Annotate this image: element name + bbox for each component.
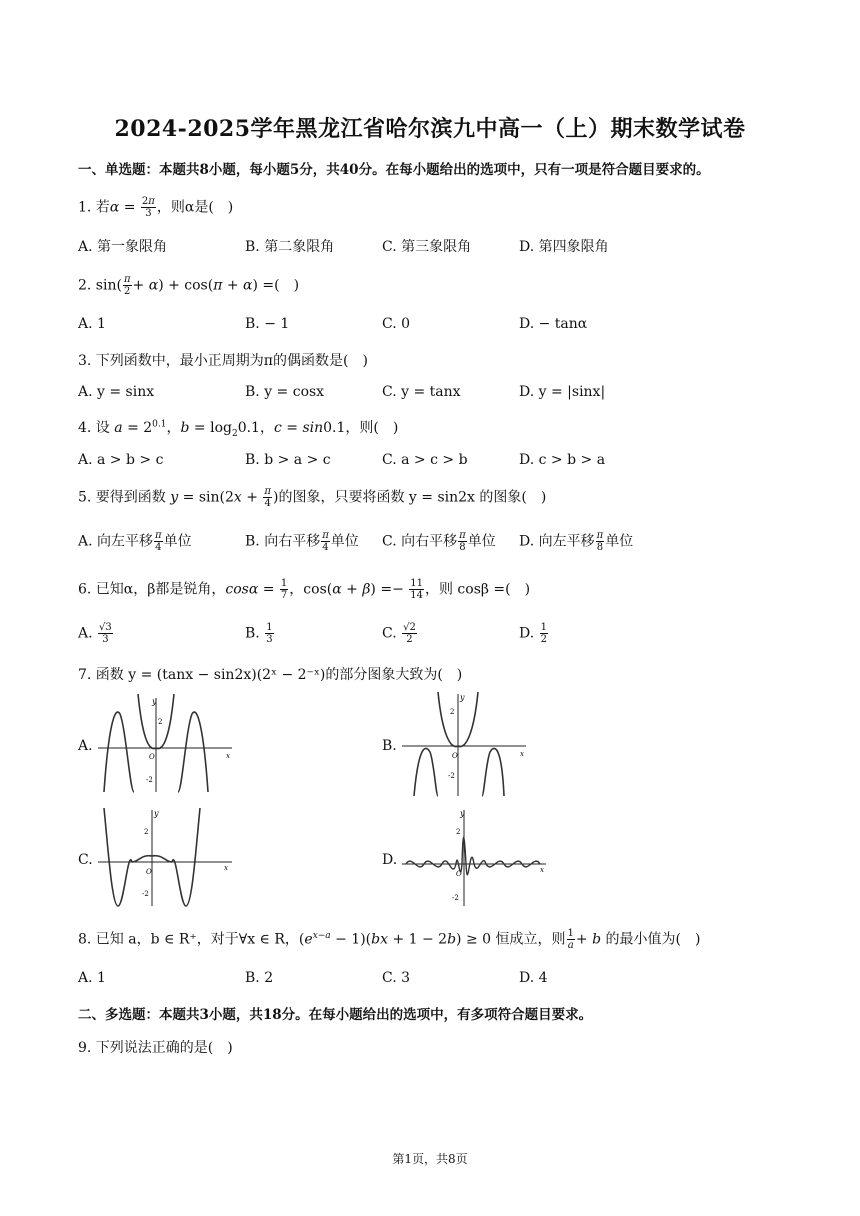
q1-option-d[interactable]: D. 第四象限角 — [519, 239, 609, 255]
question-8-prefix: 8. 已知 a，b ∈ R⁺，对于∀x ∈ R， — [78, 931, 299, 948]
question-1-suffix: ，则α是( ) — [156, 199, 234, 216]
q1-option-b[interactable]: B. 第二象限角 — [245, 239, 335, 255]
q1-option-a[interactable]: A. 第一象限角 — [78, 239, 168, 255]
q6-option-d[interactable]: D. $\frac{1}{2}$ — [519, 622, 548, 645]
question-5: 5. 要得到函数 y = sin(2x + $\frac{\pi}{4}$ )的图象，只要将函数 y = sin2x 的图象( ) — [78, 486, 547, 509]
q3-option-b[interactable]: B. y = cosx — [245, 384, 325, 400]
q3-option-c[interactable]: C. y = tanx — [382, 384, 461, 400]
question-8-mid: 恒成立，则 — [495, 931, 566, 948]
svg-text:x: x — [226, 752, 230, 760]
q5-option-a[interactable]: A. 向左平移 $\frac{\pi}{4}$ 单位 — [78, 530, 192, 553]
q5-option-d-text: D. 向左平移 — [519, 533, 595, 550]
question-8-suffix: 的最小值为( ) — [605, 931, 701, 948]
svg-text:y: y — [152, 697, 157, 706]
svg-text:-2: -2 — [448, 772, 455, 780]
q5-option-d[interactable]: D. 向左平移 $\frac{\pi}{8}$ 单位 — [519, 530, 634, 553]
svg-text:2: 2 — [456, 828, 461, 836]
section-single-choice-header: 一、单选题：本题共8小题，每小题5分，共40分。在每小题给出的选项中，只有一项是符合题目要求的。 — [78, 162, 710, 178]
q4-option-a[interactable]: A. a > b > c — [78, 452, 164, 468]
q5-option-d-unit: 单位 — [605, 533, 634, 550]
q7-option-c-label[interactable]: C. — [78, 852, 93, 868]
q5-option-c-unit: 单位 — [467, 533, 496, 550]
q6-option-a[interactable]: A. $\frac{√3}{3}$ — [78, 622, 112, 645]
svg-text:x: x — [540, 866, 544, 874]
question-5-suffix: 的图象，只要将函数 y = sin2x 的图象( ) — [278, 489, 547, 506]
question-3: 3. 下列函数中，最小正周期为π的偶函数是( ) — [78, 353, 368, 369]
q8-option-b[interactable]: B. 2 — [245, 970, 274, 986]
section-multiple-choice-header: 二、多选题：本题共3小题，共18分。在每小题给出的选项中，有多项符合题目要求。 — [78, 1007, 593, 1023]
svg-text:O: O — [146, 868, 152, 876]
svg-text:2: 2 — [144, 828, 149, 836]
q7-option-b-label[interactable]: B. — [382, 738, 397, 754]
q4-option-d[interactable]: D. c > b > a — [519, 452, 606, 468]
q5-option-a-unit: 单位 — [163, 533, 192, 550]
question-1: 1. 若α = $\frac{2\pi}{3}$ ，则α是( ) — [78, 196, 234, 219]
q8-option-a[interactable]: A. 1 — [78, 970, 106, 986]
svg-text:2: 2 — [158, 718, 163, 726]
question-7: 7. 函数 y = (tanx − sin2x)(2ˣ − 2⁻ˣ)的部分图象大致为( ) — [78, 667, 463, 683]
page-footer: 第1页，共8页 — [392, 1152, 468, 1166]
svg-text:O: O — [456, 870, 462, 878]
q6-option-b[interactable]: B. $\frac{1}{3}$ — [245, 622, 273, 645]
question-5-prefix: 5. 要得到函数 — [78, 489, 166, 506]
svg-text:y: y — [154, 809, 159, 818]
svg-text:-2: -2 — [142, 890, 149, 898]
q5-option-a-text: A. 向左平移 — [78, 533, 154, 550]
question-8: 8. 已知 a，b ∈ R⁺，对于∀x ∈ R，$(e^{x-a} - 1)(bx + 1 - 2b) \ge 0$ 恒成立，则 $\frac{1}{a}$ + b 的最小值为( ) — [78, 928, 701, 951]
q4-option-c[interactable]: C. a > c > b — [382, 452, 468, 468]
question-4: 4. 设 $a = 2^{0.1}$，$b = \log_20.1$，c = sin0.1，则( ) — [78, 419, 399, 439]
question-2: 2. sin( $\frac{\pi}{2}$ + α) + cos(π + α) =( ) — [78, 274, 300, 297]
q7-graph-c[interactable] — [96, 808, 236, 908]
q7-graph-a[interactable] — [96, 694, 236, 794]
q3-option-d[interactable]: D. y = |sinx| — [519, 384, 606, 400]
svg-text:x: x — [224, 864, 228, 872]
q2-option-c[interactable]: C. 0 — [382, 316, 411, 332]
svg-text:O: O — [149, 753, 155, 761]
q5-option-b-unit: 单位 — [330, 533, 359, 550]
q7-graph-d[interactable] — [400, 808, 550, 908]
q8-option-d[interactable]: D. 4 — [519, 970, 548, 986]
page-title: 2024-2025学年黑龙江省哈尔滨九中高一（上）期末数学试卷 — [114, 116, 746, 142]
q5-option-b[interactable]: B. 向右平移 $\frac{\pi}{4}$ 单位 — [245, 530, 359, 553]
question-6: 6. 已知α，β都是锐角，cosα = $\frac{1}{7}$ ，cos(α + β) =− $\frac{11}{14}$ ，则 cosβ =( ) — [78, 578, 531, 601]
q8-option-c[interactable]: C. 3 — [382, 970, 411, 986]
svg-text:O: O — [452, 752, 458, 760]
q4-option-b[interactable]: B. b > a > c — [245, 452, 331, 468]
q7-graph-b[interactable] — [400, 692, 530, 800]
q2-option-a[interactable]: A. 1 — [78, 316, 106, 332]
svg-text:-2: -2 — [452, 894, 459, 902]
q5-option-c-text: C. 向右平移 — [382, 533, 458, 550]
q3-option-a[interactable]: A. y = sinx — [78, 384, 155, 400]
q2-option-d[interactable]: D. − tanα — [519, 316, 588, 332]
q5-option-b-text: B. 向右平移 — [245, 533, 321, 550]
q7-option-a-label[interactable]: A. — [78, 738, 93, 754]
svg-text:y: y — [460, 693, 465, 702]
question-9: 9. 下列说法正确的是( ) — [78, 1040, 233, 1056]
q5-option-c[interactable]: C. 向右平移 $\frac{\pi}{8}$ 单位 — [382, 530, 496, 553]
svg-text:x: x — [520, 750, 524, 758]
svg-text:-2: -2 — [146, 776, 153, 784]
q2-option-b[interactable]: B. − 1 — [245, 316, 290, 332]
question-6-prefix: 6. 已知α，β都是锐角， — [78, 581, 226, 598]
q1-option-c[interactable]: C. 第三象限角 — [382, 239, 472, 255]
question-6-suffix: 则 cosβ =( ) — [438, 581, 531, 598]
svg-text:2: 2 — [450, 708, 455, 716]
q7-option-d-label[interactable]: D. — [382, 852, 398, 868]
q6-option-c[interactable]: C. $\frac{√2}{2}$ — [382, 622, 416, 645]
svg-text:y: y — [460, 809, 465, 818]
question-1-prefix: 1. 若 — [78, 199, 110, 216]
